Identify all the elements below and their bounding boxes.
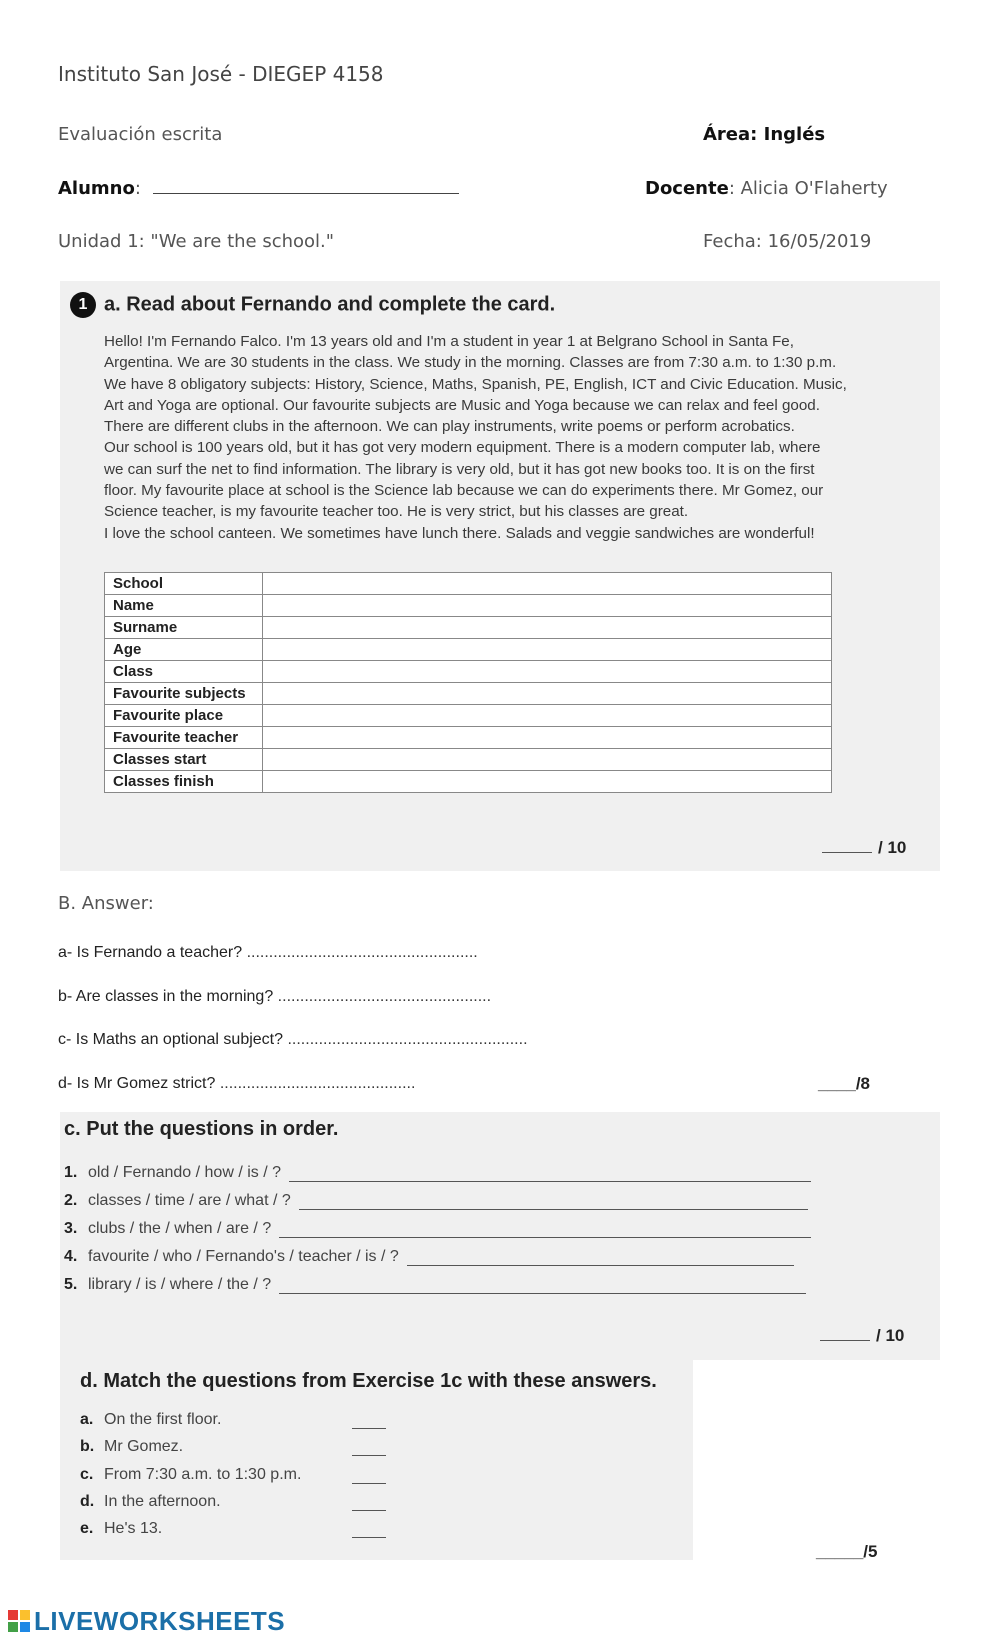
- scrambled-words: classes / time / are / what / ?: [88, 1192, 291, 1209]
- item-letter: e.: [80, 1520, 94, 1537]
- question-a: [58, 944, 478, 962]
- order-item: [64, 1220, 811, 1238]
- reading-line: floor. My favourite place at school is the Science lab because we can do experiments there. Mr Gomez, our: [104, 482, 824, 500]
- score-blank[interactable]: [820, 1340, 870, 1341]
- card-label: Classes start: [105, 749, 263, 771]
- reading-line: We have 8 obligatory subjects: History, Science, Maths, Spanish, PE, English, ICT and Civic Education. Music,: [104, 375, 847, 393]
- question-b: [58, 988, 491, 1006]
- match-item: [80, 1411, 221, 1429]
- scrambled-words: library / is / where / the / ?: [88, 1276, 272, 1293]
- match-blank[interactable]: [352, 1428, 386, 1429]
- date: Fecha: 16/05/2019: [703, 231, 872, 252]
- item-letter: a.: [80, 1411, 94, 1428]
- reading-line: Argentina. We are 30 students in the class. We study in the morning. Classes are from 7:30 a.m. to 1:30 p.m.: [104, 354, 837, 372]
- question-d: [58, 1075, 415, 1093]
- table-row: [105, 617, 832, 639]
- reading-line: Science teacher, is my favourite teacher too. He is very strict, but his classes are great.: [104, 503, 689, 521]
- card-answer-field[interactable]: [263, 573, 832, 595]
- match-item: [80, 1466, 301, 1484]
- order-item: [64, 1248, 794, 1266]
- institute-title: Instituto San José - DIEGEP 4158: [58, 62, 384, 86]
- order-item: [64, 1192, 808, 1210]
- card-label: Age: [105, 639, 263, 661]
- section-c-score-total: / 10: [876, 1326, 905, 1345]
- match-blank[interactable]: [352, 1537, 386, 1538]
- section-b-score: ____/8: [818, 1074, 870, 1093]
- item-letter: c.: [80, 1466, 94, 1483]
- student-label: Alumno: [58, 178, 135, 199]
- question-text: c- Is Maths an optional subject?: [58, 1031, 284, 1048]
- answer-text: In the afternoon.: [104, 1493, 221, 1510]
- item-number: 1.: [64, 1164, 78, 1181]
- match-item: [80, 1520, 162, 1538]
- section-d-score: _____/5: [816, 1542, 878, 1561]
- table-row: [105, 771, 832, 793]
- match-item: [80, 1493, 221, 1511]
- card-label: Surname: [105, 617, 263, 639]
- section-b-title: B. Answer:: [58, 893, 154, 914]
- liveworksheets-logo: [8, 1606, 285, 1636]
- question-text: a- Is Fernando a teacher?: [58, 944, 243, 961]
- reading-line: I love the school canteen. We sometimes have lunch there. Salads and veggie sandwiches are wonderful!: [104, 524, 815, 542]
- evaluation-type: Evaluación escrita: [58, 124, 223, 145]
- section-a-title-text: a. Read about Fernando and complete the card.: [104, 293, 556, 316]
- reading-line: we can surf the net to find information. The library is very old, but it has got new books too. It is on the first: [104, 460, 815, 478]
- match-item: [80, 1438, 183, 1456]
- answer-text: From 7:30 a.m. to 1:30 p.m.: [104, 1466, 302, 1483]
- card-answer-field[interactable]: [263, 595, 832, 617]
- answer-text: He's 13.: [104, 1520, 163, 1537]
- order-item: [64, 1164, 811, 1182]
- item-number: 3.: [64, 1220, 78, 1237]
- answer-line[interactable]: [299, 1195, 808, 1210]
- item-letter: b.: [80, 1438, 95, 1455]
- logo-text: LIVEWORKSHEETS: [34, 1605, 286, 1636]
- section-c-title: c. Put the questions in order.: [64, 1118, 339, 1140]
- card-answer-field[interactable]: [263, 661, 832, 683]
- answer-line[interactable]: [279, 1279, 806, 1294]
- scrambled-words: favourite / who / Fernando's / teacher / is / ?: [88, 1248, 399, 1265]
- section-a-score: [822, 838, 906, 858]
- unit-title: Unidad 1: "We are the school.": [58, 231, 335, 252]
- table-row: [105, 595, 832, 617]
- card-answer-field[interactable]: [263, 705, 832, 727]
- exercise-number-icon: 1: [70, 292, 96, 318]
- table-row: [105, 749, 832, 771]
- answer-dots[interactable]: ............................................: [219, 1075, 416, 1092]
- item-letter: d.: [80, 1493, 95, 1510]
- table-row: [105, 573, 832, 595]
- reading-line: Our school is 100 years old, but it has got very modern equipment. There is a modern computer lab, where: [104, 439, 821, 457]
- table-row: [105, 727, 832, 749]
- score-blank[interactable]: [822, 852, 872, 853]
- card-label: Favourite teacher: [105, 727, 263, 749]
- answer-line[interactable]: [279, 1223, 811, 1238]
- question-text: b- Are classes in the morning?: [58, 988, 274, 1005]
- answer-text: Mr Gomez.: [104, 1438, 184, 1455]
- match-blank[interactable]: [352, 1510, 386, 1511]
- section-c-score: [820, 1326, 904, 1346]
- section-a-score-total: / 10: [878, 838, 907, 857]
- answer-dots[interactable]: ......................................................: [287, 1031, 528, 1048]
- section-a-title: [70, 292, 555, 318]
- card-label: Classes finish: [105, 771, 263, 793]
- reading-line: Hello! I'm Fernando Falco. I'm 13 years old and I'm a student in year 1 at Belgrano School in Santa Fe,: [104, 333, 794, 350]
- table-row: [105, 639, 832, 661]
- card-label: School: [105, 573, 263, 595]
- question-c: [58, 1031, 528, 1049]
- order-item: [64, 1276, 806, 1294]
- scrambled-words: old / Fernando / how / is / ?: [88, 1164, 281, 1181]
- subject-area: Área: Inglés: [703, 124, 826, 145]
- item-number: 5.: [64, 1276, 78, 1293]
- reading-line: There are different clubs in the afternoon. We can play instruments, write poems or perform acrobatics.: [104, 418, 795, 436]
- card-answer-field[interactable]: [263, 639, 832, 661]
- item-number: 4.: [64, 1248, 78, 1265]
- reading-text: [104, 331, 884, 544]
- reading-line: Art and Yoga are optional. Our favourite subjects are Music and Yoga because we can relax and feel good.: [104, 396, 820, 414]
- answer-dots[interactable]: ....................................................: [246, 944, 478, 961]
- teacher-field: Docente: Alicia O'Flaherty: [645, 178, 888, 199]
- card-answer-field[interactable]: [263, 749, 832, 771]
- answer-line[interactable]: [289, 1167, 811, 1182]
- table-row: [105, 661, 832, 683]
- card-answer-field[interactable]: [263, 727, 832, 749]
- teacher-name: Alicia O'Flaherty: [740, 178, 888, 199]
- card-label: Favourite subjects: [105, 683, 263, 705]
- card-answer-field[interactable]: [263, 617, 832, 639]
- logo-grid-icon: [8, 1610, 30, 1632]
- answer-text: On the first floor.: [104, 1411, 222, 1428]
- card-answer-field[interactable]: [263, 683, 832, 705]
- fernando-card-table: [104, 572, 832, 793]
- answer-dots[interactable]: ................................................: [277, 988, 492, 1005]
- card-label: Class: [105, 661, 263, 683]
- match-blank[interactable]: [352, 1483, 386, 1484]
- scrambled-words: clubs / the / when / are / ?: [88, 1220, 272, 1237]
- card-label: Name: [105, 595, 263, 617]
- answer-line[interactable]: [407, 1251, 794, 1266]
- question-text: d- Is Mr Gomez strict?: [58, 1075, 216, 1092]
- card-answer-field[interactable]: [263, 771, 832, 793]
- item-number: 2.: [64, 1192, 78, 1209]
- section-d-title: d. Match the questions from Exercise 1c with these answers.: [80, 1370, 657, 1392]
- teacher-label: Docente: [645, 178, 729, 199]
- student-field: Alumno:: [58, 178, 459, 199]
- card-label: Favourite place: [105, 705, 263, 727]
- table-row: [105, 683, 832, 705]
- table-row: [105, 705, 832, 727]
- student-name-line[interactable]: [153, 179, 459, 194]
- match-blank[interactable]: [352, 1455, 386, 1456]
